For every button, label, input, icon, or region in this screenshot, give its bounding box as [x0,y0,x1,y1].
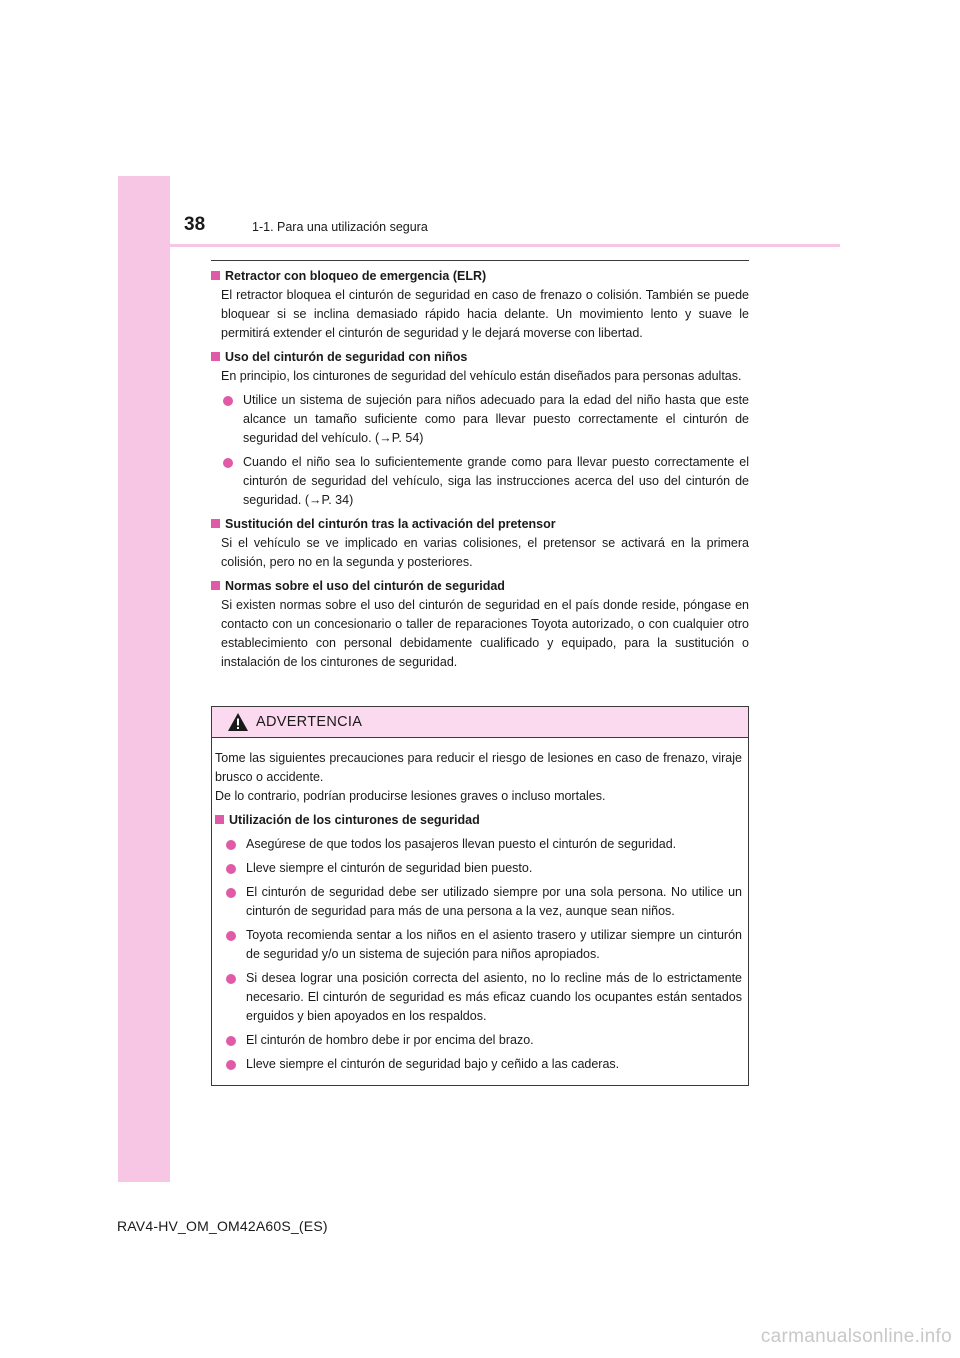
section-text-regulations: Si existen normas sobre el uso del cinturón de seguridad en el país donde reside, póngase en contacto con un concesionario o taller de reparaciones Toyota autorizado, o con cualquier otro establecimiento con personal debidamente cualificado y equipado, para la sustitución o instalación de los cinturones de seguridad. [221,598,749,669]
list-item: Lleve siempre el cinturón de seguridad bajo y ceñido a las caderas. [224,1055,742,1074]
header-rule [118,244,840,247]
section-title: 1-1. Para una utilización segura [252,220,428,234]
list-item: Asegúrese de que todos los pasajeros llevan puesto el cinturón de seguridad. [224,835,742,854]
warning-intro: Tome las siguientes precauciones para reducir el riesgo de lesiones en caso de frenazo, viraje brusco o accidente. [215,751,742,784]
list-item: Lleve siempre el cinturón de seguridad bien puesto. [224,859,742,878]
square-bullet-icon [211,519,220,528]
warning-heading: Utilización de los cinturones de seguridad [215,811,742,830]
manual-code: RAV4-HV_OM_OM42A60S_(ES) [117,1218,328,1234]
page-number: 38 [184,214,206,235]
main-content [211,267,749,672]
list-item: Si desea lograr una posición correcta del asiento, no lo recline más de lo estrictamente necesario. El cinturón de seguridad es más eficaz cuando los ocupantes están sentados erguidos y bien apoyados en los respaldos. [224,969,742,1026]
square-bullet-icon [215,815,224,824]
section-heading-pretensioner: Sustitución del cinturón tras la activación del pretensor [211,515,749,534]
circle-bullet-icon [226,1060,236,1070]
section-text-children: En principio, los cinturones de seguridad del vehículo están diseñados para personas adultas. [221,369,742,383]
warning-box [211,706,749,1086]
list-item: El cinturón de hombro debe ir por encima del brazo. [224,1031,742,1050]
warning-title: ADVERTENCIA [256,714,363,730]
section-heading-regulations: Normas sobre el uso del cinturón de seguridad [211,577,749,596]
site-watermark: carmanualsonline.info [760,1326,952,1347]
square-bullet-icon [211,271,220,280]
list-item: El cinturón de seguridad debe ser utilizado siempre por una sola persona. No utilice un cinturón de seguridad para más de una persona a la vez, aunque sean niños. [224,883,742,921]
circle-bullet-icon [223,458,233,468]
circle-bullet-icon [226,931,236,941]
warning-consequence: De lo contrario, podrían producirse lesiones graves o incluso mortales. [215,789,606,803]
square-bullet-icon [211,352,220,361]
list-item: Toyota recomienda sentar a los niños en el asiento trasero y utilizar siempre un cinturón de seguridad y/o un sistema de sujeción para niños apropiados. [224,926,742,964]
circle-bullet-icon [226,888,236,898]
section-text-pretensioner: Si el vehículo se ve implicado en varias colisiones, el pretensor se activará en la primera colisión, pero no en la segunda y posteriores. [221,536,749,569]
circle-bullet-icon [226,864,236,874]
list-item: Cuando el niño sea lo suficientemente grande como para llevar puesto correctamente el cinturón de seguridad del vehículo, siga las instrucciones acerca del uso del cinturón de seguridad. (→P. 34) [221,453,749,510]
circle-bullet-icon [223,396,233,406]
circle-bullet-icon [226,1036,236,1046]
section-heading-children: Uso del cinturón de seguridad con niños [211,348,749,367]
square-bullet-icon [211,581,220,590]
content-divider [211,260,749,261]
section-text-elr: El retractor bloquea el cinturón de seguridad en caso de frenazo o colisión. También se puede bloquear si se inclina demasiado rápido hacia delante. Un movimiento lento y suave le permitirá extender el cinturón de seguridad y le dejará moverse con libertad. [221,288,749,340]
circle-bullet-icon [226,974,236,984]
side-color-band [118,176,170,1182]
section-heading-elr: Retractor con bloqueo de emergencia (ELR) [211,267,749,286]
circle-bullet-icon [226,840,236,850]
warning-header [212,707,748,738]
warning-body [212,738,748,1074]
warning-triangle-icon [227,712,249,732]
list-item: Utilice un sistema de sujeción para niños adecuado para la edad del niño hasta que este alcance un tamaño suficiente como para llevar puesto correctamente el cinturón de seguridad del vehículo. (→P. 54) [221,391,749,448]
